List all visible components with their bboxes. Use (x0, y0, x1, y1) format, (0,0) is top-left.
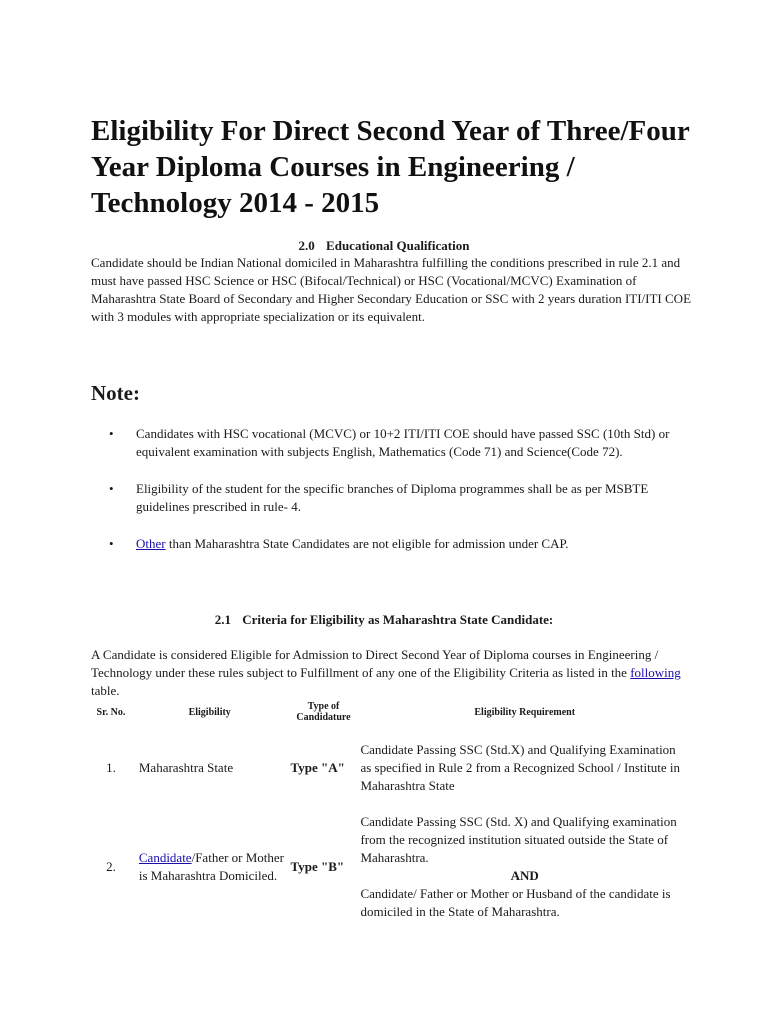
other-link[interactable]: Other (136, 536, 166, 551)
eligibility-table (91, 701, 691, 931)
row-type: Type "B" (290, 859, 345, 874)
note-item-text: Eligibility of the student for the specific branches of Diploma programmes shall be as per MSBTE guidelines prescribed in rule- 4. (136, 481, 649, 514)
row-eligibility: Maharashtra State (138, 760, 234, 775)
note-item-text: than Maharashtra State Candidates are not eligible for admission under CAP. (165, 536, 569, 551)
header-requirement: Eligibility Requirement (474, 706, 576, 718)
note-item (91, 480, 691, 516)
header-eligibility: Eligibility (188, 706, 231, 718)
note-title: Note: (91, 381, 140, 405)
bullet-icon: • (109, 481, 114, 496)
row-sr-no: 1. (106, 760, 116, 775)
section-2-0-title: Educational Qualification (326, 238, 470, 253)
table-row (91, 805, 691, 931)
row-requirement (358, 805, 691, 931)
section-2-1-text-end: table. (91, 683, 120, 698)
row-sr-no: 2. (106, 859, 116, 874)
header-type: Type of Candidature (296, 701, 351, 723)
section-2-0-paragraph: Candidate should be Indian National domiciled in Maharashtra fulfilling the conditions prescribed in rule 2.1 and must have passed HSC Science or HSC (Bifocal/Technical) or HSC (Vocational/MCVC) Examination of Maharashtra State Board of Secondary and Higher Secondary Education or SSC with 2 years duration ITI/ITI COE with 3 modules with appropriate specialization or its equivalent. (91, 255, 692, 324)
section-2-1-number: 2.1 (214, 612, 231, 627)
candidate-link[interactable]: Candidate (138, 850, 192, 865)
bullet-icon: • (109, 426, 114, 441)
section-2-1-title: Criteria for Eligibility as Maharashtra State Candidate: (242, 612, 554, 627)
section-2-1-text: A Candidate is considered Eligible for Admission to Direct Second Year of Diploma courses in Engineering / Technology under these rules subject to Fulfillment of any one of the Eligibility Criteria as listed in the (91, 647, 659, 680)
section-2-1-paragraph (91, 646, 691, 700)
row-type: Type "A" (290, 760, 345, 775)
table-header-row (91, 701, 691, 733)
section-2-1-heading (0, 612, 768, 628)
note-item (91, 425, 691, 461)
note-item-text: Candidates with HSC vocational (MCVC) or 10+2 ITI/ITI COE should have passed SSC (10th Std) or equivalent examination with subjects English, Mathematics (Code 71) and Science(Code 72). (136, 426, 670, 459)
row-eligibility (131, 805, 289, 931)
row-requirement-text-2: Candidate/ Father or Mother or Husband of the candidate is domiciled in the State of Maharashtra. (360, 886, 671, 919)
header-sr-no: Sr. No. (96, 706, 126, 718)
row-requirement-text: Candidate Passing SSC (Std. X) and Qualifying examination from the recognized institution situated outside the State of Maharashtra. (360, 814, 677, 865)
section-2-0-number: 2.0 (298, 238, 315, 253)
page-title: Eligibility For Direct Second Year of Three/Four Year Diploma Courses in Engineering / Technology 2014 - 2015 (91, 115, 690, 219)
note-list (91, 425, 691, 572)
following-link[interactable]: following (630, 665, 681, 680)
table-row (91, 733, 691, 805)
row-requirement: Candidate Passing SSC (Std.X) and Qualifying Examination as specified in Rule 2 from a Recognized School / Institute in Maharashtra State (360, 742, 680, 793)
section-2-0-heading (0, 238, 768, 254)
note-item (91, 535, 691, 553)
row-eligibility-text: /Father or Mother is Maharashtra Domiciled. (138, 850, 285, 883)
bullet-icon: • (109, 536, 114, 551)
and-label: AND (510, 868, 539, 883)
